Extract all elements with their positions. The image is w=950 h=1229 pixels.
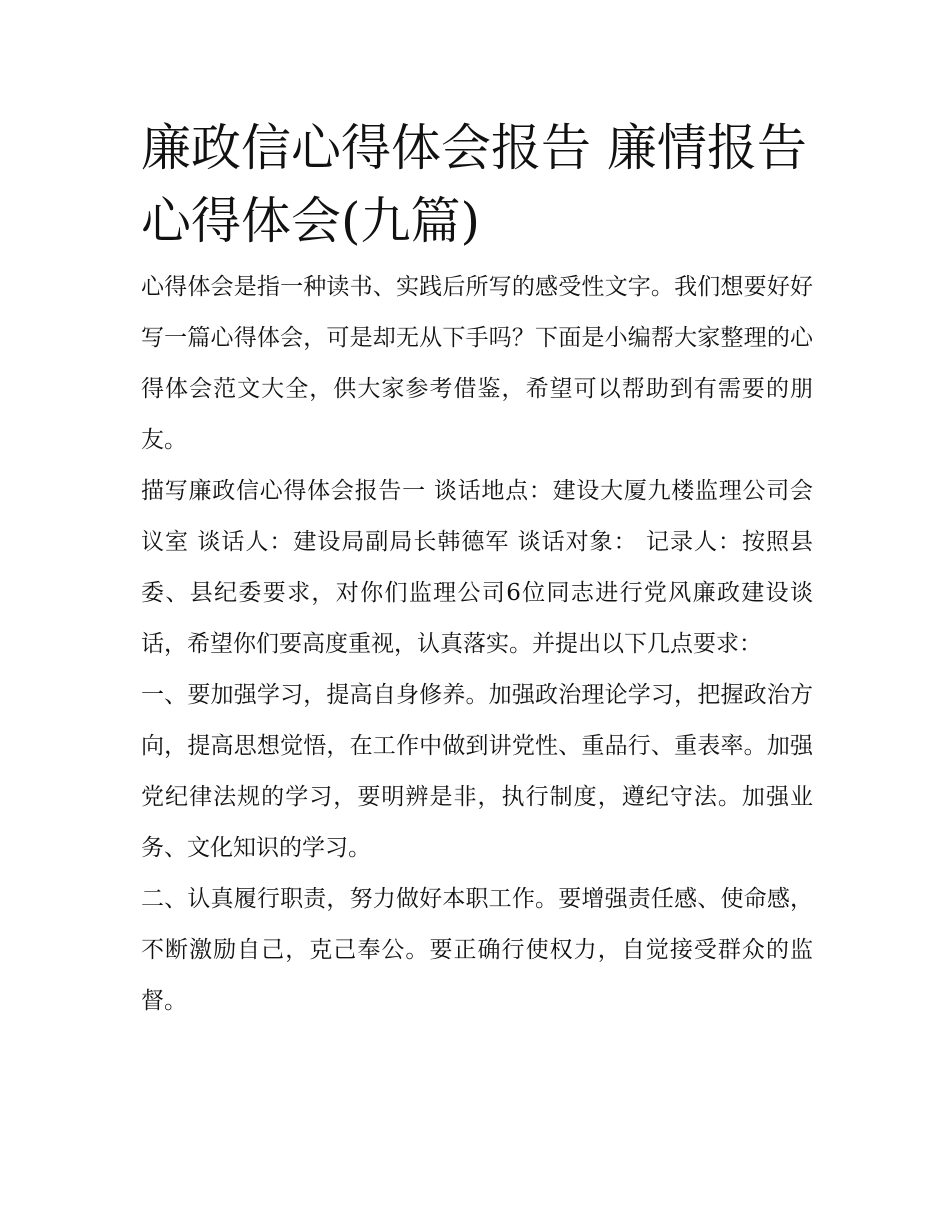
paragraph-point-two: 二、认真履行职责，努力做好本职工作。要增强责任感、使命感，不断激励自己，克己奉公。要正确行使权力，自觉接受群众的监督。 [141,886,813,1014]
document-page [141,112,813,1027]
document-title: 廉政信心得体会报告 廉情报告心得体会(九篇) [141,119,807,250]
paragraph-point-one: 一、要加强学习，提高自身修养。加强政治理论学习，把握政治方向，提高思想觉悟，在工作中做到讲党性、重品行、重表率。加强党纪律法规的学习，要明辨是非，执行制度，遵纪守法。加强业务、文化知识的学习。 [141,682,813,861]
paragraph-intro: 心得体会是指一种读书、实践后所写的感受性文字。我们想要好好写一篇心得体会，可是却无从下手吗？下面是小编帮大家整理的心得体会范文大全，供大家参考借鉴，希望可以帮助到有需要的朋友。 [141,274,813,453]
paragraph-report-one: 描写廉政信心得体会报告一 谈话地点：建设大厦九楼监理公司会议室 谈话人：建设局副局长韩德军 谈话对象： 记录人：按照县委、县纪委要求，对你们监理公司6位同志进行党风廉政建设谈话，希望你们要高度重视，认真落实。并提出以下几点要求： [141,478,813,657]
